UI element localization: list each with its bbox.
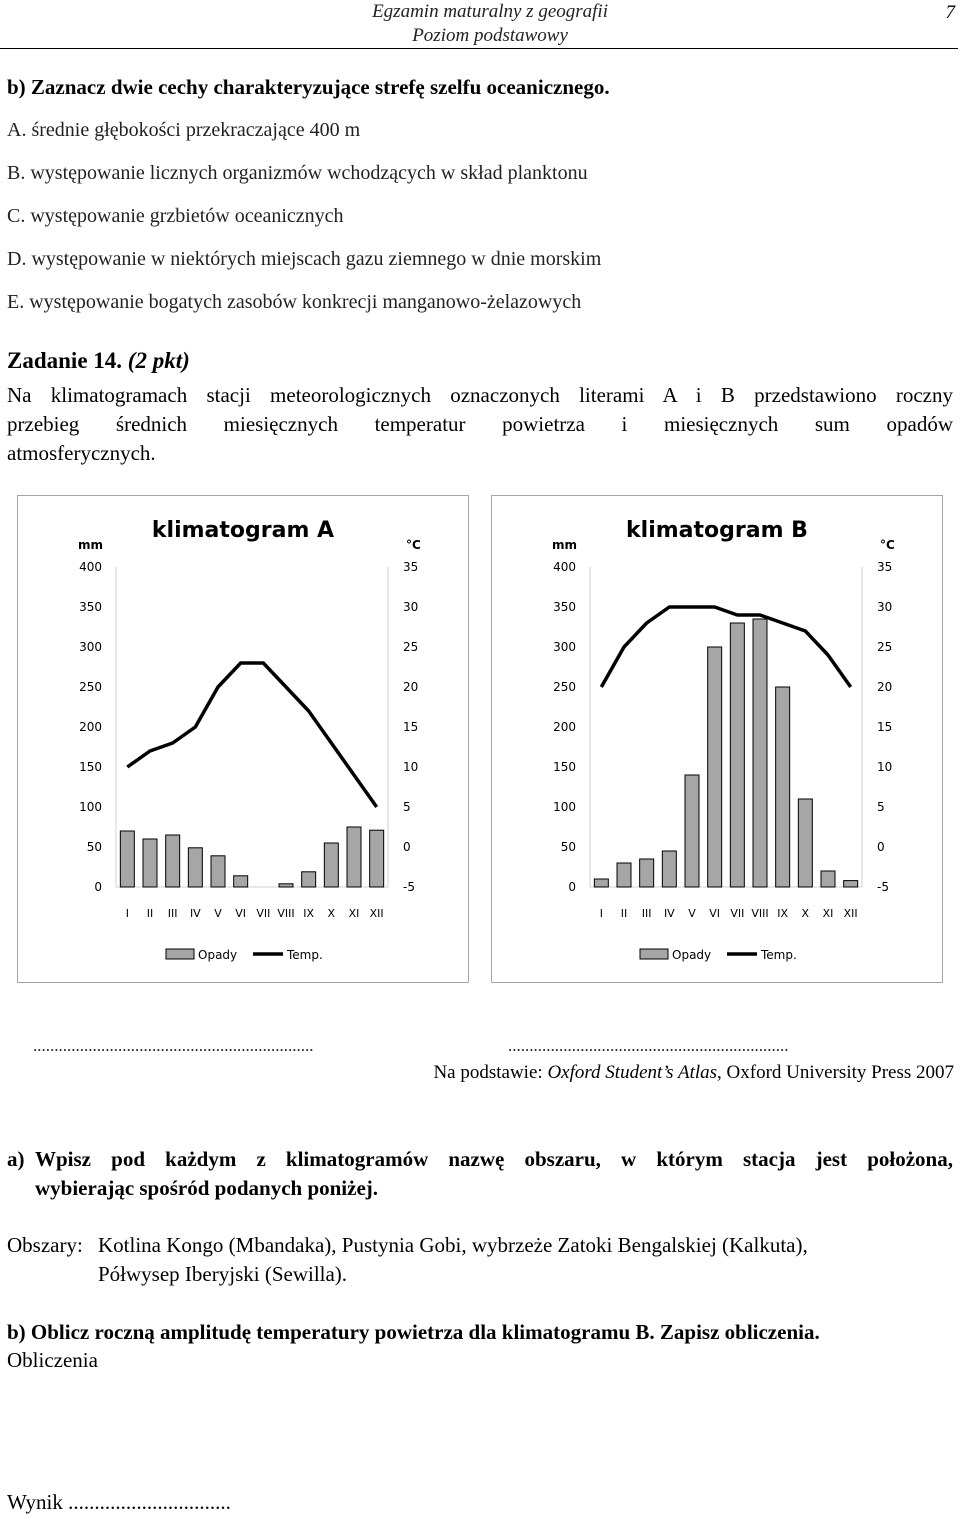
exam-title: Egzamin maturalny z geografii — [372, 1, 608, 22]
answer-line-b[interactable]: .................................................................. — [508, 1036, 789, 1055]
legend-swatch-precipitation — [166, 949, 194, 959]
left-tick-label: 200 — [79, 720, 102, 734]
legend-swatch-precipitation — [640, 949, 668, 959]
month-label: III — [167, 907, 178, 920]
left-tick-label: 0 — [94, 880, 102, 894]
left-axis-unit: mm — [78, 538, 104, 552]
month-label: IV — [189, 907, 201, 920]
right-tick-label: 5 — [403, 800, 411, 814]
month-label: V — [688, 907, 696, 920]
right-tick-label: 35 — [403, 560, 419, 574]
month-label: IX — [777, 907, 789, 920]
legend-label-precipitation: Opady — [672, 948, 712, 962]
left-tick-label: 300 — [79, 640, 102, 654]
left-tick-label: 50 — [86, 840, 102, 854]
precipitation-bar — [347, 827, 361, 887]
month-label: VIII — [277, 907, 295, 920]
precipitation-bar — [708, 647, 722, 887]
right-tick-label: -5 — [877, 880, 889, 894]
precipitation-bar — [662, 851, 676, 887]
precipitation-bar — [324, 843, 338, 887]
temperature-line — [127, 663, 376, 807]
source-title: Oxford Student’s Atlas — [547, 1062, 718, 1083]
month-label: XII — [369, 907, 384, 920]
right-tick-label: 30 — [403, 600, 419, 614]
option-e[interactable]: E. występowanie bogatych zasobów konkrecji manganowo-żelazowych — [7, 291, 582, 313]
month-label: III — [641, 907, 652, 920]
month-label: VIII — [751, 907, 769, 920]
month-label: VI — [235, 907, 247, 920]
right-tick-label: 20 — [403, 680, 419, 694]
exam-level: Poziom podstawowy — [412, 25, 568, 46]
right-tick-label: 15 — [877, 720, 893, 734]
right-tick-label: 0 — [877, 840, 885, 854]
precipitation-bar — [370, 830, 384, 887]
option-a[interactable]: A. średnie głębokości przekraczające 400 m — [7, 119, 361, 141]
legend-label-temperature: Temp. — [287, 948, 323, 962]
month-label: XI — [348, 907, 360, 920]
areas-line1: Kotlina Kongo (Mbandaka), Pustynia Gobi, wybrzeże Zatoki Bengalskiej (Kalkuta), — [98, 1233, 808, 1257]
right-tick-label: 35 — [877, 560, 893, 574]
precipitation-bar — [120, 831, 134, 887]
left-tick-label: 100 — [79, 800, 102, 814]
precipitation-bar — [617, 863, 631, 887]
page-number: 7 — [945, 2, 955, 23]
precipitation-bar — [211, 856, 225, 887]
task-intro-line3: atmosferycznych. — [7, 441, 156, 465]
left-axis-unit: mm — [552, 538, 578, 552]
left-tick-label: 0 — [568, 880, 576, 894]
left-tick-label: 200 — [553, 720, 576, 734]
option-c[interactable]: C. występowanie grzbietów oceanicznych — [7, 205, 344, 227]
right-tick-label: 0 — [403, 840, 411, 854]
option-d[interactable]: D. występowanie w niektórych miejscach gazu ziemnego w dnie morskim — [7, 248, 602, 270]
left-tick-label: 250 — [553, 680, 576, 694]
legend-label-temperature: Temp. — [761, 948, 797, 962]
chart-title: klimatogram B — [626, 518, 808, 543]
precipitation-bar — [821, 871, 835, 887]
precipitation-bar — [685, 775, 699, 887]
question-prompt: b) Zaznacz dwie cechy charakteryzujące strefę szelfu oceanicznego. — [7, 75, 610, 99]
source-prefix: Na podstawie: — [433, 1062, 548, 1083]
task-heading — [7, 348, 190, 374]
month-label: V — [214, 907, 222, 920]
climatogram-a-svg — [18, 496, 468, 982]
left-tick-label: 250 — [79, 680, 102, 694]
precipitation-bar — [730, 623, 744, 887]
left-tick-label: 100 — [553, 800, 576, 814]
left-tick-label: 400 — [79, 560, 102, 574]
answer-line-a[interactable]: .................................................................. — [33, 1036, 314, 1055]
climatogram-b-svg — [492, 496, 942, 982]
source-note — [433, 1062, 954, 1084]
right-tick-label: 5 — [877, 800, 885, 814]
month-label: I — [125, 907, 129, 920]
task-title: Zadanie 14. — [7, 348, 123, 373]
right-axis-unit: °C — [406, 538, 421, 552]
subq-a-label: a) — [7, 1147, 25, 1171]
left-tick-label: 300 — [553, 640, 576, 654]
subq-b-text: b) Oblicz roczną amplitudę temperatury powietrza dla klimatogramu B. Zapisz obliczenia. — [7, 1320, 820, 1344]
precipitation-bar — [279, 884, 293, 887]
month-label: XII — [843, 907, 858, 920]
right-tick-label: 10 — [403, 760, 419, 774]
precipitation-bar — [594, 879, 608, 887]
right-axis-unit: °C — [880, 538, 895, 552]
header-divider — [0, 48, 958, 49]
task-intro-line1: Na klimatogramach stacji meteorologicznych oznaczonych literami A i B przedstawiono roczny — [7, 383, 953, 407]
right-tick-label: 20 — [877, 680, 893, 694]
precipitation-bar — [776, 687, 790, 887]
left-tick-label: 350 — [79, 600, 102, 614]
right-tick-label: 30 — [877, 600, 893, 614]
right-tick-label: -5 — [403, 880, 415, 894]
left-tick-label: 150 — [79, 760, 102, 774]
month-label: II — [146, 907, 154, 920]
exam-header — [372, 0, 608, 48]
areas-label: Obszary: — [7, 1233, 83, 1257]
month-label: VII — [730, 907, 745, 920]
subq-a-line2: wybierając spośród podanych poniżej. — [35, 1176, 379, 1200]
left-tick-label: 400 — [553, 560, 576, 574]
precipitation-bar — [143, 839, 157, 887]
subq-a-line1: Wpisz pod każdym z klimatogramów nazwę obszaru, w którym stacja jest położona, — [35, 1147, 953, 1171]
precipitation-bar — [234, 876, 248, 887]
month-label: I — [599, 907, 603, 920]
month-label: XI — [822, 907, 834, 920]
month-label: IV — [663, 907, 675, 920]
precipitation-bar — [753, 619, 767, 887]
task-points: (2 pkt) — [127, 348, 190, 373]
option-b[interactable]: B. występowanie licznych organizmów wchodzących w skład planktonu — [7, 162, 588, 184]
month-label: VI — [709, 907, 721, 920]
task-intro-line2: przebieg średnich miesięcznych temperatur powietrza i miesięcznych sum opadów — [7, 412, 953, 436]
legend-label-precipitation: Opady — [198, 948, 238, 962]
left-tick-label: 350 — [553, 600, 576, 614]
month-label: IX — [303, 907, 315, 920]
areas-line2: Półwysep Iberyjski (Sewilla). — [98, 1262, 348, 1286]
chart-title: klimatogram A — [151, 518, 335, 543]
month-label: II — [620, 907, 628, 920]
precipitation-bar — [798, 799, 812, 887]
calc-label: Obliczenia — [7, 1348, 98, 1372]
month-label: VII — [256, 907, 271, 920]
source-suffix: , Oxford University Press 2007 — [717, 1062, 954, 1083]
right-tick-label: 10 — [877, 760, 893, 774]
precipitation-bar — [166, 835, 180, 887]
right-tick-label: 25 — [877, 640, 893, 654]
result-dots[interactable]: ............................... — [68, 1490, 231, 1514]
climatogram-b — [491, 495, 943, 983]
precipitation-bar — [640, 859, 654, 887]
precipitation-bar — [844, 881, 858, 887]
right-tick-label: 15 — [403, 720, 419, 734]
left-tick-label: 150 — [553, 760, 576, 774]
left-tick-label: 50 — [560, 840, 576, 854]
temperature-line — [601, 607, 850, 687]
result-label: Wynik — [7, 1490, 63, 1514]
month-label: X — [801, 907, 810, 920]
precipitation-bar — [188, 848, 202, 887]
climatogram-a — [17, 495, 469, 983]
result-line[interactable] — [7, 1490, 231, 1515]
precipitation-bar — [302, 872, 316, 887]
month-label: X — [327, 907, 336, 920]
right-tick-label: 25 — [403, 640, 419, 654]
